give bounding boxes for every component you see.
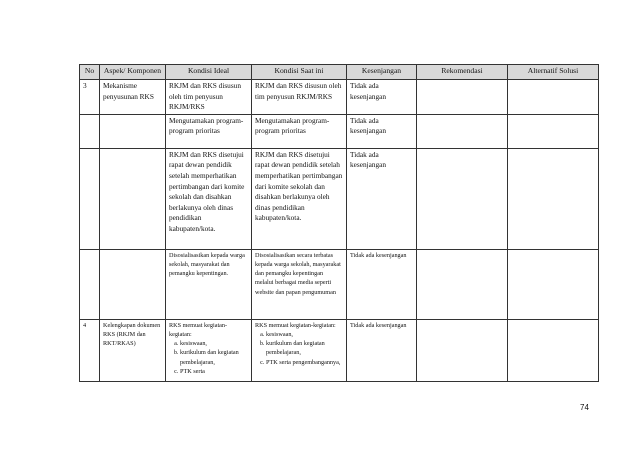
cell-kesenjangan: Tidak ada kesenjangan — [347, 249, 417, 319]
header-kondisi-saat-ini: Kondisi Saat ini — [252, 65, 347, 80]
cell-rekomendasi — [417, 319, 508, 381]
cell-no: 3 — [80, 80, 100, 115]
table-row — [80, 319, 599, 381]
table-row — [80, 114, 599, 148]
cell-rekomendasi — [417, 114, 508, 148]
ideal-list — [169, 339, 248, 376]
cell-aspek: Kelengkapan dokumen RKS (RKJM dan RKT/RKAS) — [100, 319, 166, 381]
cell-saat-ini: RKJM dan RKS disusun oleh tim penyusun RKJM/RKS — [252, 80, 347, 115]
cell-aspek — [100, 249, 166, 319]
list-item: c. PTK serta — [180, 367, 248, 376]
cell-aspek — [100, 114, 166, 148]
cell-aspek — [100, 148, 166, 249]
cell-ideal: RKJM dan RKS disusun oleh tim penyusun RKJM/RKS — [166, 80, 252, 115]
cell-ideal: RKJM dan RKS disetujui rapat dewan pendidik setelah memperhatikan pertimbangan dari komite sekolah dan disahkan berlakunya oleh dinas pendidikan kabupaten/kota. — [166, 148, 252, 249]
cell-saat-ini: RKJM dan RKS disetujui rapat dewan pendidik setelah memperhatikan pertimbangan dari komite sekolah dan disahkan berlakunya oleh dinas pendidikan kabupaten/kota. — [252, 148, 347, 249]
cell-no — [80, 148, 100, 249]
cell-ideal: Disosialisasikan kepada warga sekolah, masyarakat dan pemangku kepentingan. — [166, 249, 252, 319]
header-rekomendasi: Rekomendasi — [417, 65, 508, 80]
list-item: a. kesiswaan, — [266, 330, 343, 339]
cell-no: 4 — [80, 319, 100, 381]
cell-alternatif — [508, 80, 599, 115]
cell-ideal: Mengutamakan program-program prioritas — [166, 114, 252, 148]
cell-ideal — [166, 319, 252, 381]
cell-alternatif — [508, 114, 599, 148]
table-row — [80, 148, 599, 249]
saat-list — [255, 330, 343, 367]
list-item: b. kurikulum dan kegiatan pembelajaran, — [266, 339, 343, 357]
table-row — [80, 80, 599, 115]
header-kondisi-ideal: Kondisi Ideal — [166, 65, 252, 80]
cell-kesenjangan: Tidak ada kesenjangan — [347, 80, 417, 115]
list-item: a. kesiswaan, — [180, 339, 248, 348]
page-number: 74 — [580, 403, 589, 412]
cell-kesenjangan: Tidak ada kesenjangan — [347, 148, 417, 249]
cell-saat-ini — [252, 319, 347, 381]
list-item: b. kurikulum dan kegiatan pembelajaran, — [180, 348, 248, 366]
header-no: No — [80, 65, 100, 80]
cell-rekomendasi — [417, 148, 508, 249]
evaluation-table — [79, 64, 599, 382]
list-item: c. PTK serta pengembangannya, — [266, 358, 343, 367]
header-aspek: Aspek/ Komponen — [100, 65, 166, 80]
cell-kesenjangan: Tidak ada kesenjangan — [347, 319, 417, 381]
ideal-intro: RKS memuat kegiatan-kegiatan: — [169, 321, 228, 338]
cell-no — [80, 249, 100, 319]
cell-aspek: Mekanisme penyusunan RKS — [100, 80, 166, 115]
cell-rekomendasi — [417, 80, 508, 115]
cell-kesenjangan: Tidak ada kesenjangan — [347, 114, 417, 148]
header-kesenjangan: Kesenjangan — [347, 65, 417, 80]
cell-saat-ini: Disosialisasikan secara terbatas kepada warga sekolah, masyarakat dan pemangku kepentingan melalui berbagai media seperti website dan papan pengumuman — [252, 249, 347, 319]
cell-alternatif — [508, 249, 599, 319]
cell-alternatif — [508, 319, 599, 381]
cell-rekomendasi — [417, 249, 508, 319]
table-header-row — [80, 65, 599, 80]
cell-alternatif — [508, 148, 599, 249]
table-row — [80, 249, 599, 319]
header-alternatif-solusi: Alternatif Solusi — [508, 65, 599, 80]
saat-intro: RKS memuat kegiatan-kegiatan: — [255, 321, 336, 329]
cell-no — [80, 114, 100, 148]
cell-saat-ini: Mengutamakan program-program prioritas — [252, 114, 347, 148]
